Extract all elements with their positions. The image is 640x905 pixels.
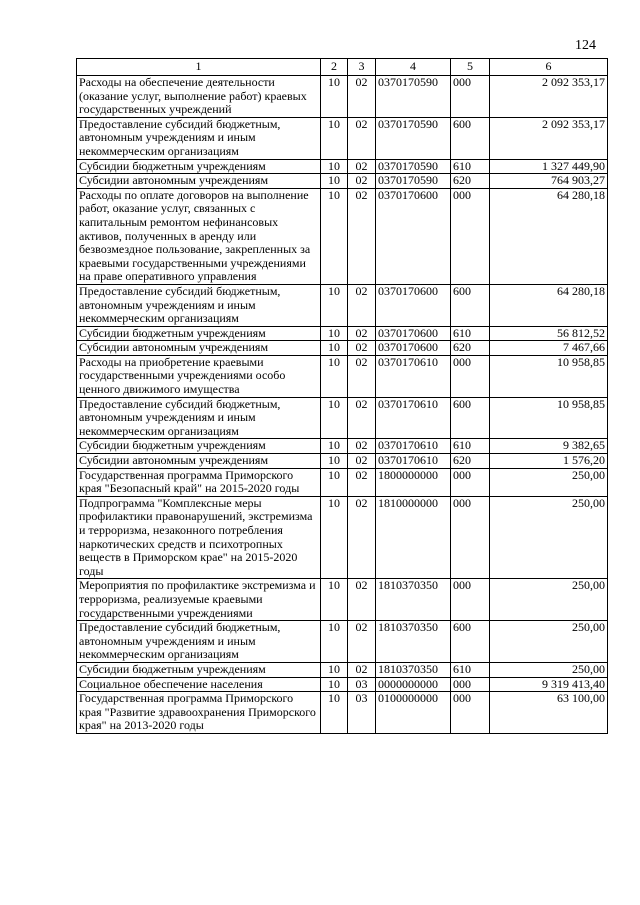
- row-name-cell: Мероприятия по профилактике экстремизма и терроризма, реализуемые краевыми государственными учреждениями: [77, 579, 321, 621]
- column-header: 5: [451, 59, 490, 76]
- section-code-cell: 10: [321, 468, 348, 496]
- kind-code-cell: 600: [451, 117, 490, 159]
- table-row: [77, 579, 608, 621]
- section-code-cell: 10: [321, 496, 348, 579]
- amount-cell: 250,00: [490, 468, 608, 496]
- amount-cell: 9 319 413,40: [490, 677, 608, 692]
- row-name-cell: Предоставление субсидий бюджетным, автономным учреждениям и иным некоммерческим организациям: [77, 397, 321, 439]
- row-name-cell: Субсидии бюджетным учреждениям: [77, 662, 321, 677]
- target-code-cell: 0370170600: [376, 284, 451, 326]
- row-name-cell: Предоставление субсидий бюджетным, автономным учреждениям и иным некоммерческим организациям: [77, 621, 321, 663]
- table-row: [77, 341, 608, 356]
- amount-cell: 2 092 353,17: [490, 76, 608, 118]
- amount-cell: 64 280,18: [490, 284, 608, 326]
- target-code-cell: 0370170590: [376, 159, 451, 174]
- target-code-cell: 0000000000: [376, 677, 451, 692]
- subsection-code-cell: 03: [348, 692, 376, 734]
- section-code-cell: 10: [321, 341, 348, 356]
- kind-code-cell: 000: [451, 677, 490, 692]
- subsection-code-cell: 02: [348, 621, 376, 663]
- table-row: [77, 76, 608, 118]
- row-name-cell: Субсидии бюджетным учреждениям: [77, 159, 321, 174]
- subsection-code-cell: 02: [348, 355, 376, 397]
- column-header: 4: [376, 59, 451, 76]
- amount-cell: 250,00: [490, 496, 608, 579]
- kind-code-cell: 600: [451, 621, 490, 663]
- column-header: 3: [348, 59, 376, 76]
- subsection-code-cell: 02: [348, 159, 376, 174]
- section-code-cell: 10: [321, 692, 348, 734]
- subsection-code-cell: 02: [348, 662, 376, 677]
- row-name-cell: Субсидии бюджетным учреждениям: [77, 439, 321, 454]
- row-name-cell: Государственная программа Приморского края "Безопасный край" на 2015-2020 годы: [77, 468, 321, 496]
- subsection-code-cell: 02: [348, 496, 376, 579]
- target-code-cell: 0370170600: [376, 341, 451, 356]
- target-code-cell: 0370170610: [376, 397, 451, 439]
- page-number: 124: [575, 38, 596, 53]
- table-row: [77, 662, 608, 677]
- target-code-cell: 0370170600: [376, 188, 451, 284]
- section-code-cell: 10: [321, 621, 348, 663]
- amount-cell: 56 812,52: [490, 326, 608, 341]
- row-name-cell: Субсидии автономным учреждениям: [77, 454, 321, 469]
- target-code-cell: 1800000000: [376, 468, 451, 496]
- amount-cell: 63 100,00: [490, 692, 608, 734]
- table-row: [77, 468, 608, 496]
- kind-code-cell: 610: [451, 159, 490, 174]
- subsection-code-cell: 02: [348, 284, 376, 326]
- target-code-cell: 0370170600: [376, 326, 451, 341]
- amount-cell: 7 467,66: [490, 341, 608, 356]
- table-row: [77, 397, 608, 439]
- target-code-cell: 0370170610: [376, 355, 451, 397]
- budget-table: [76, 58, 608, 734]
- subsection-code-cell: 02: [348, 579, 376, 621]
- kind-code-cell: 000: [451, 355, 490, 397]
- subsection-code-cell: 02: [348, 174, 376, 189]
- target-code-cell: 0370170610: [376, 439, 451, 454]
- row-name-cell: Расходы по оплате договоров на выполнение работ, оказание услуг, связанных с капитальным ремонтом нефинансовых активов, полученных в аренду или безвозмездное пользование, закрепленных за краевыми государственными учреждениями на праве оперативного управления: [77, 188, 321, 284]
- kind-code-cell: 600: [451, 284, 490, 326]
- table-row: [77, 326, 608, 341]
- target-code-cell: 1810370350: [376, 621, 451, 663]
- table-row: [77, 188, 608, 284]
- target-code-cell: 0370170590: [376, 76, 451, 118]
- section-code-cell: 10: [321, 579, 348, 621]
- table-row: [77, 355, 608, 397]
- kind-code-cell: 600: [451, 397, 490, 439]
- amount-cell: 2 092 353,17: [490, 117, 608, 159]
- section-code-cell: 10: [321, 397, 348, 439]
- kind-code-cell: 000: [451, 468, 490, 496]
- section-code-cell: 10: [321, 159, 348, 174]
- kind-code-cell: 610: [451, 662, 490, 677]
- column-header: 6: [490, 59, 608, 76]
- section-code-cell: 10: [321, 662, 348, 677]
- amount-cell: 64 280,18: [490, 188, 608, 284]
- column-header: 2: [321, 59, 348, 76]
- table-row: [77, 496, 608, 579]
- target-code-cell: 0100000000: [376, 692, 451, 734]
- row-name-cell: Субсидии автономным учреждениям: [77, 341, 321, 356]
- kind-code-cell: 000: [451, 188, 490, 284]
- row-name-cell: Субсидии бюджетным учреждениям: [77, 326, 321, 341]
- kind-code-cell: 620: [451, 174, 490, 189]
- target-code-cell: 0370170590: [376, 117, 451, 159]
- amount-cell: 250,00: [490, 621, 608, 663]
- table-row: [77, 692, 608, 734]
- section-code-cell: 10: [321, 326, 348, 341]
- section-code-cell: 10: [321, 188, 348, 284]
- kind-code-cell: 000: [451, 496, 490, 579]
- section-code-cell: 10: [321, 439, 348, 454]
- subsection-code-cell: 02: [348, 468, 376, 496]
- subsection-code-cell: 02: [348, 188, 376, 284]
- table-header-row: [77, 59, 608, 76]
- subsection-code-cell: 02: [348, 397, 376, 439]
- amount-cell: 250,00: [490, 662, 608, 677]
- row-name-cell: Расходы на обеспечение деятельности (оказание услуг, выполнение работ) краевых государственных учреждений: [77, 76, 321, 118]
- amount-cell: 250,00: [490, 579, 608, 621]
- section-code-cell: 10: [321, 174, 348, 189]
- table-row: [77, 621, 608, 663]
- row-name-cell: Расходы на приобретение краевыми государственными учреждениями особо ценного движимого имущества: [77, 355, 321, 397]
- section-code-cell: 10: [321, 677, 348, 692]
- target-code-cell: 1810000000: [376, 496, 451, 579]
- subsection-code-cell: 02: [348, 76, 376, 118]
- table-row: [77, 454, 608, 469]
- subsection-code-cell: 02: [348, 439, 376, 454]
- subsection-code-cell: 02: [348, 326, 376, 341]
- amount-cell: 9 382,65: [490, 439, 608, 454]
- target-code-cell: 0370170610: [376, 454, 451, 469]
- kind-code-cell: 610: [451, 439, 490, 454]
- subsection-code-cell: 02: [348, 341, 376, 356]
- row-name-cell: Субсидии автономным учреждениям: [77, 174, 321, 189]
- target-code-cell: 1810370350: [376, 662, 451, 677]
- row-name-cell: Подпрограмма "Комплексные меры профилактики правонарушений, экстремизма и терроризма, незаконного потребления наркотических средств и психотропных веществ в Приморском крае" на 2015-2020 годы: [77, 496, 321, 579]
- amount-cell: 1 576,20: [490, 454, 608, 469]
- amount-cell: 10 958,85: [490, 355, 608, 397]
- subsection-code-cell: 02: [348, 117, 376, 159]
- table-row: [77, 174, 608, 189]
- row-name-cell: Социальное обеспечение населения: [77, 677, 321, 692]
- section-code-cell: 10: [321, 355, 348, 397]
- target-code-cell: 1810370350: [376, 579, 451, 621]
- column-header: 1: [77, 59, 321, 76]
- target-code-cell: 0370170590: [376, 174, 451, 189]
- table-row: [77, 439, 608, 454]
- row-name-cell: Предоставление субсидий бюджетным, автономным учреждениям и иным некоммерческим организациям: [77, 117, 321, 159]
- section-code-cell: 10: [321, 76, 348, 118]
- subsection-code-cell: 03: [348, 677, 376, 692]
- kind-code-cell: 000: [451, 76, 490, 118]
- table-row: [77, 117, 608, 159]
- subsection-code-cell: 02: [348, 454, 376, 469]
- kind-code-cell: 610: [451, 326, 490, 341]
- table-row: [77, 159, 608, 174]
- amount-cell: 10 958,85: [490, 397, 608, 439]
- table-row: [77, 284, 608, 326]
- kind-code-cell: 000: [451, 692, 490, 734]
- amount-cell: 1 327 449,90: [490, 159, 608, 174]
- row-name-cell: Государственная программа Приморского края "Развитие здравоохранения Приморского края" на 2013-2020 годы: [77, 692, 321, 734]
- section-code-cell: 10: [321, 284, 348, 326]
- section-code-cell: 10: [321, 117, 348, 159]
- section-code-cell: 10: [321, 454, 348, 469]
- amount-cell: 764 903,27: [490, 174, 608, 189]
- kind-code-cell: 620: [451, 454, 490, 469]
- kind-code-cell: 620: [451, 341, 490, 356]
- table-row: [77, 677, 608, 692]
- kind-code-cell: 000: [451, 579, 490, 621]
- row-name-cell: Предоставление субсидий бюджетным, автономным учреждениям и иным некоммерческим организациям: [77, 284, 321, 326]
